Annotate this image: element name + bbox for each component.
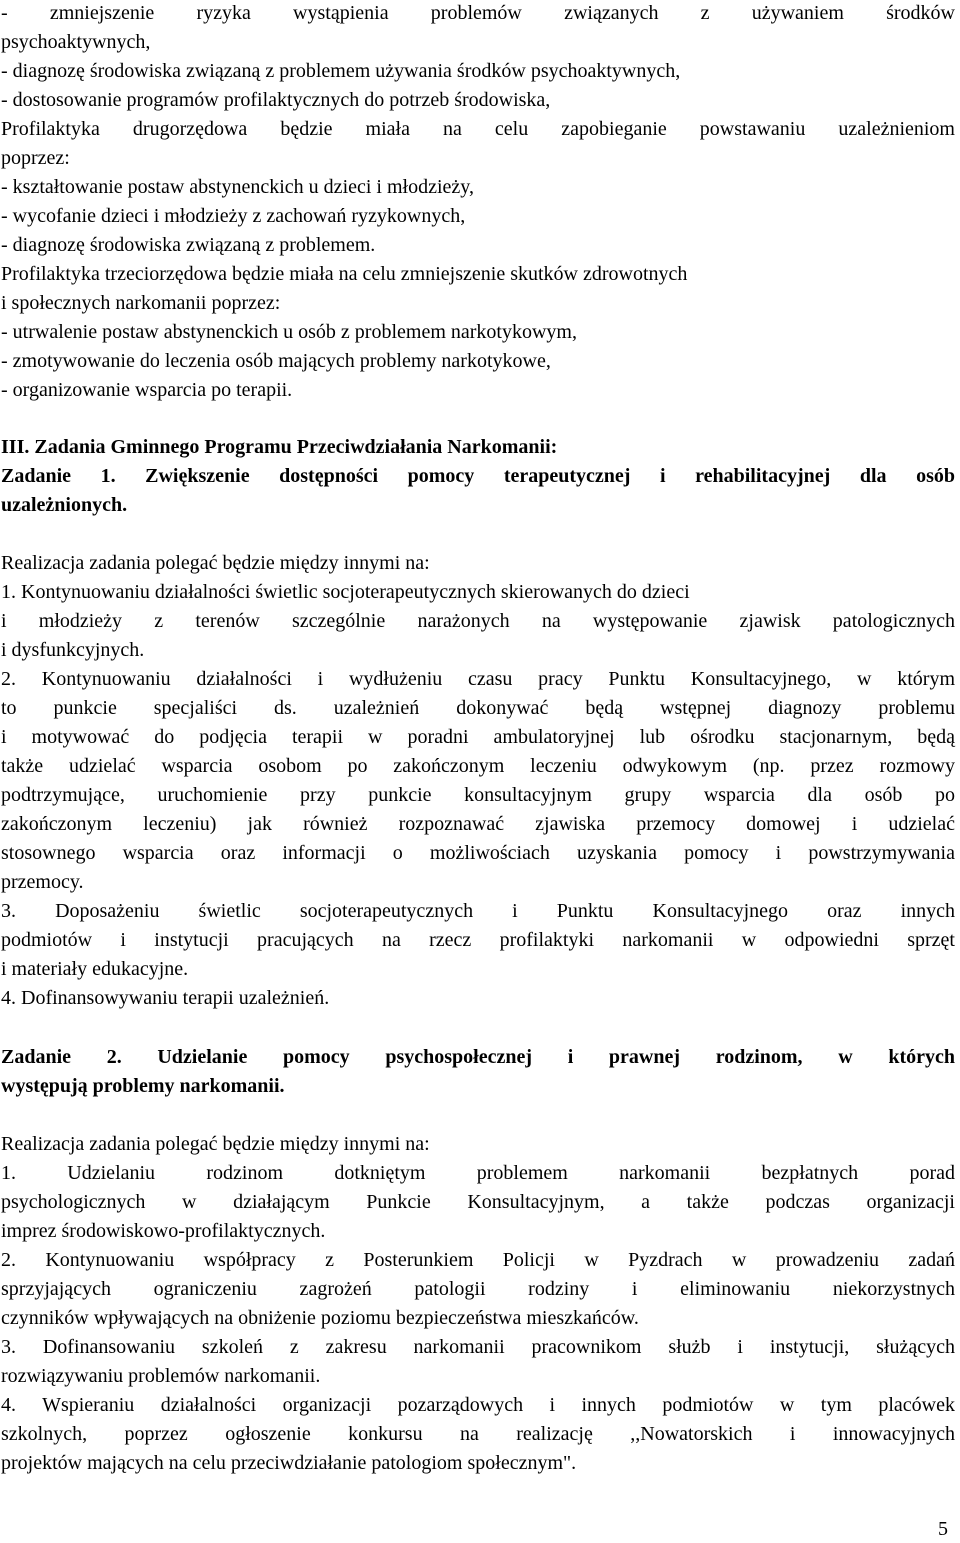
text-line: psychologicznych w działającym Punkcie Konsultacyjnym, a także podczas organizacji xyxy=(1,1191,955,1213)
text-line: projektów mających na celu przeciwdziałanie patologiom społecznym". xyxy=(1,1452,577,1474)
text-line: poprzez: xyxy=(1,147,70,169)
task-heading-cont: występują problemy narkomanii. xyxy=(1,1075,285,1097)
text-line: - diagnozę środowiska związaną z problemem używania środków psychoaktywnych, xyxy=(1,60,681,82)
text-line: psychoaktywnych, xyxy=(1,31,151,53)
text-line: 4. Wspieraniu działalności organizacji pozarządowych i innych podmiotów w tym placówek xyxy=(1,1394,955,1416)
text-line: 4. Dofinansowywaniu terapii uzależnień. xyxy=(1,987,330,1009)
task-heading: Zadanie 1. Zwiększenie dostępności pomocy terapeutycznej i rehabilitacyjnej dla osób xyxy=(1,465,955,487)
text-line: szkolnych, poprzez ogłoszenie konkursu na realizację ,,Nowatorskich i innowacyjnych xyxy=(1,1423,955,1445)
text-line: zakończonym leczeniu) jak również rozpoznawać zjawiska przemocy domowej i udzielać xyxy=(1,813,955,835)
text-line: i motywować do podjęcia terapii w poradni ambulatoryjnej lub ośrodku stacjonarnym, będą xyxy=(1,726,955,748)
text-line: i społecznych narkomanii poprzez: xyxy=(1,292,281,314)
text-line: - organizowanie wsparcia po terapii. xyxy=(1,379,293,401)
text-line: Realizacja zadania polegać będzie między innymi na: xyxy=(1,1133,430,1155)
text-line: imprez środowiskowo-profilaktycznych. xyxy=(1,1220,326,1242)
text-line: i dysfunkcyjnych. xyxy=(1,639,145,661)
text-line: i materiały edukacyjne. xyxy=(1,958,189,980)
text-line: podtrzymujące, uruchomienie przy punkcie konsultacyjnym grupy wsparcia dla osób po xyxy=(1,784,955,806)
text-line: przemocy. xyxy=(1,871,84,893)
text-line: także udzielać wsparcia osobom po zakończonym leczeniu odwykowym (np. przez rozmowy xyxy=(1,755,955,777)
task-heading-cont: uzależnionych. xyxy=(1,494,128,516)
text-line: - kształtowanie postaw abstynenckich u dzieci i młodzieży, xyxy=(1,176,474,198)
text-line: Profilaktyka drugorzędowa będzie miała na celu zapobieganie powstawaniu uzależnieniom xyxy=(1,118,955,140)
text-line: 2. Kontynuowaniu współpracy z Posterunkiem Policji w Pyzdrach w prowadzeniu zadań xyxy=(1,1249,955,1271)
text-line: 3. Doposażeniu świetlic socjoterapeutycznych i Punktu Konsultacyjnego oraz innych xyxy=(1,900,955,922)
text-line: to punkcie specjaliści ds. uzależnień dokonywać będą wstępnej diagnozy problemu xyxy=(1,697,955,719)
text-line: stosownego wsparcia oraz informacji o możliwościach uzyskania pomocy i powstrzymywania xyxy=(1,842,955,864)
text-line: sprzyjających ograniczeniu zagrożeń patologii rodziny i eliminowaniu niekorzystnych xyxy=(1,1278,955,1300)
text-line: rozwiązywaniu problemów narkomanii. xyxy=(1,1365,321,1387)
task-heading: Zadanie 2. Udzielanie pomocy psychospołecznej i prawnej rodzinom, w których xyxy=(1,1046,955,1068)
text-line: czynników wpływających na obniżenie poziomu bezpieczeństwa mieszkańców. xyxy=(1,1307,639,1329)
text-line: 2. Kontynuowaniu działalności i wydłużeniu czasu pracy Punktu Konsultacyjnego, w którym xyxy=(1,668,955,690)
text-line: - zmniejszenie ryzyka wystąpienia problemów związanych z używaniem środków xyxy=(1,2,955,24)
text-line: 1. Udzielaniu rodzinom dotkniętym problemem narkomanii bezpłatnych porad xyxy=(1,1162,955,1184)
text-line: Realizacja zadania polegać będzie między innymi na: xyxy=(1,552,430,574)
text-line: podmiotów i instytucji pracujących na rzecz profilaktyki narkomanii w odpowiedni sprzęt xyxy=(1,929,955,951)
section-heading: III. Zadania Gminnego Programu Przeciwdziałania Narkomanii: xyxy=(1,436,558,458)
text-line: 3. Dofinansowaniu szkoleń z zakresu narkomanii pracownikom służb i instytucji, służących xyxy=(1,1336,955,1358)
text-line: - dostosowanie programów profilaktycznych do potrzeb środowiska, xyxy=(1,89,551,111)
text-line: Profilaktyka trzeciorzędowa będzie miała na celu zmniejszenie skutków zdrowotnych xyxy=(1,263,688,285)
page-number: 5 xyxy=(938,1518,948,1540)
text-line: - wycofanie dzieci i młodzieży z zachowań ryzykownych, xyxy=(1,205,466,227)
text-line: - utrwalenie postaw abstynenckich u osób z problemem narkotykowym, xyxy=(1,321,577,343)
text-line: - diagnozę środowiska związaną z problemem. xyxy=(1,234,376,256)
text-line: 1. Kontynuowaniu działalności świetlic socjoterapeutycznych skierowanych do dzieci xyxy=(1,581,690,603)
text-line: - zmotywowanie do leczenia osób mających problemy narkotykowe, xyxy=(1,350,551,372)
text-line: i młodzieży z terenów szczególnie narażonych na występowanie zjawisk patologicznych xyxy=(1,610,955,632)
